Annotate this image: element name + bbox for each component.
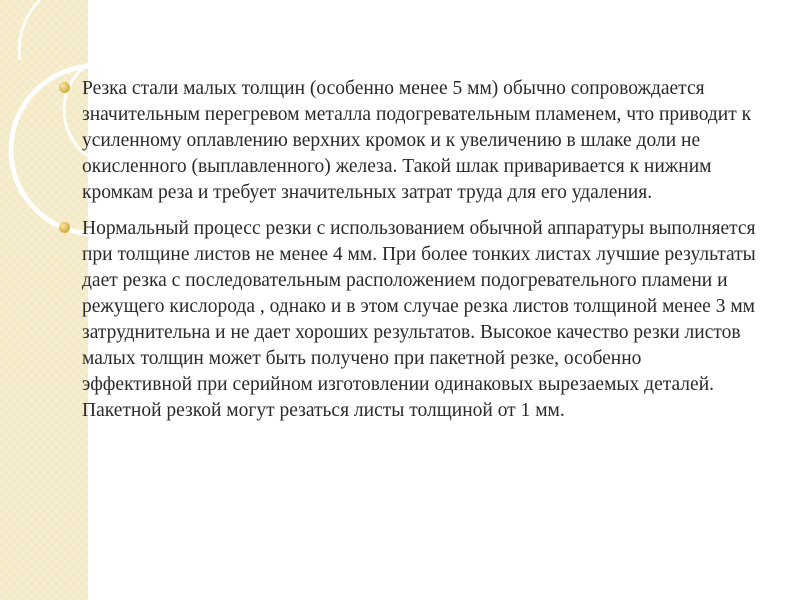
bullet-item <box>56 216 756 424</box>
bullet-icon <box>59 82 70 93</box>
bullet-icon <box>59 222 70 233</box>
bullet-text: Нормальный процесс резки с использованием обычной аппаратуры выполняется при толщине листов не менее 4 мм. При более тонких листах лучшие результаты дает резка с последовательным расположением подогревательного пламени и режущего кислорода , однако и в этом случае резка листов толщиной менее 3 мм затруднительна и не дает хороших результатов. Высокое качество резки листов малых толщин может быть получено при пакетной резке, особенно эффективной при серийном изготовлении одинаковых вырезаемых деталей. Пакетной резкой могут резаться листы толщиной от 1 мм. <box>82 218 756 421</box>
bullet-list <box>56 76 756 434</box>
bullet-text: Резка стали малых толщин (особенно менее 5 мм) обычно сопровождается значительным перегревом металла подогревательным пламенем, что приводит к усиленному оплавлению верхних кромок и к увеличению в шлаке доли не окисленного (выплавленного) железа. Такой шлак приваривается к нижним кромкам реза и требует значительных затрат труда для его удаления. <box>82 78 752 203</box>
bullet-item <box>56 76 756 206</box>
